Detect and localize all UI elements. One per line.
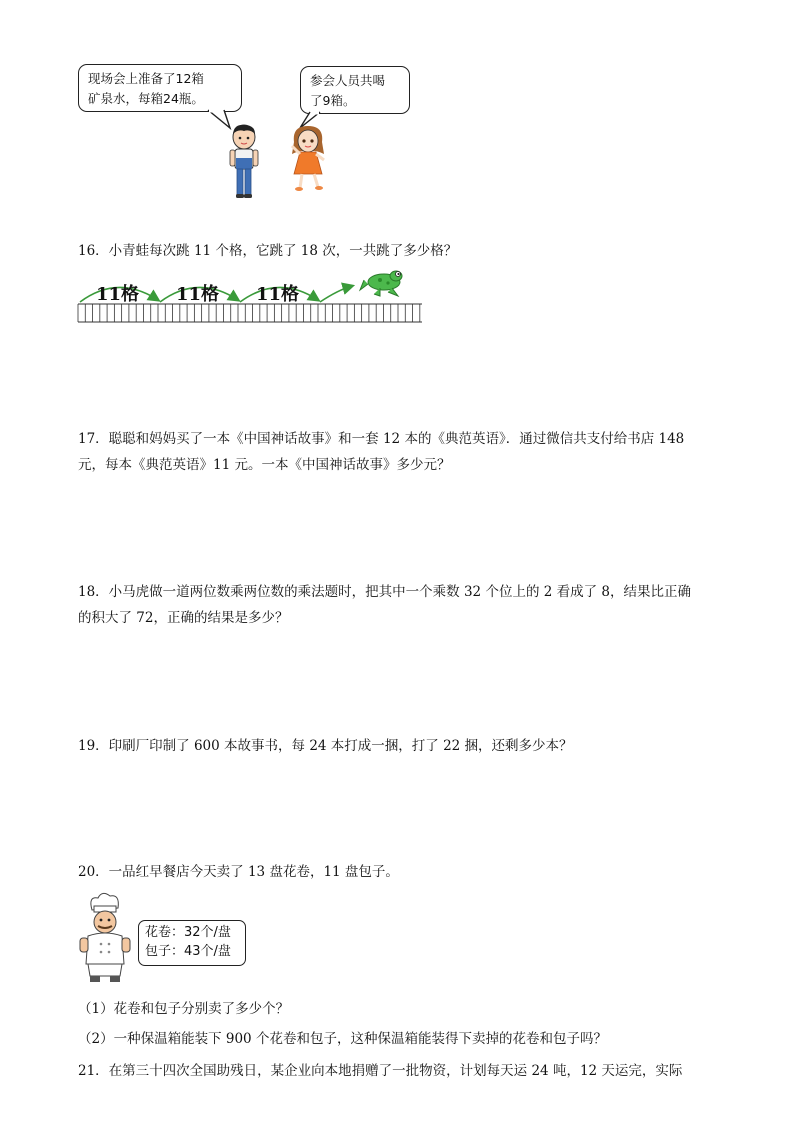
jump-arc-4 <box>320 286 352 302</box>
girl-speech-line-1: 参会人员共喝 <box>310 73 386 88</box>
girl-speech-line-2: 了9箱。 <box>310 93 356 108</box>
question-20-text: 20．一品红早餐店今天卖了 13 盘花卷，11 盘包子。 <box>78 864 399 880</box>
girl-illustration <box>286 124 330 192</box>
question-17 <box>78 426 728 478</box>
segment-label-1: 11格 <box>96 284 140 305</box>
price-sign <box>138 920 246 966</box>
boy-speech-line-2: 矿泉水，每箱24瓶。 <box>88 91 204 106</box>
question-21 <box>78 1058 728 1084</box>
segment-label-2: 11格 <box>176 284 220 305</box>
price-line-baozi: 包子：43个/盘 <box>145 944 231 959</box>
chef-illustration <box>76 892 136 988</box>
question-18-line-1: 18．小马虎做一道两位数乘两位数的乘法题时，把其中一个乘数 32 个位上的 2 看成了 8，结果比正确 <box>78 584 691 600</box>
question-20 <box>78 859 728 885</box>
question-18-line-2: 的积大了 72，正确的结果是多少？ <box>78 610 289 626</box>
frog-jump-figure <box>76 268 426 326</box>
question-18 <box>78 579 728 631</box>
subquestion-1-text: （1）花卷和包子分别卖了多少个？ <box>78 1001 290 1017</box>
question-21-text: 21．在第三十四次全国助残日，某企业向本地捐赠了一批物资，计划每天运 24 吨，12 天运完，实际 <box>78 1063 683 1079</box>
question-17-line-1: 17．聪聪和妈妈买了一本《中国神话故事》和一套 12 本的《典范英语》．通过微信共支付给书店 148 <box>78 431 685 447</box>
price-line-huajuan: 花卷：32个/盘 <box>145 925 231 940</box>
boy-illustration <box>224 122 264 200</box>
question-19-text: 19．印刷厂印制了 600 本故事书，每 24 本打成一捆，打了 22 捆，还剩多少本？ <box>78 738 573 754</box>
subquestion-1 <box>78 996 728 1022</box>
frog-icon <box>360 271 402 296</box>
subquestion-2-text: （2）一种保温箱能装下 900 个花卷和包子，这种保温箱能装得下卖掉的花卷和包子吗？ <box>78 1031 607 1047</box>
segment-label-3: 11格 <box>256 284 300 305</box>
question-19 <box>78 733 728 759</box>
boy-speech-line-1: 现场会上准备了12箱 <box>88 71 204 86</box>
boy-speech-bubble <box>78 64 242 112</box>
question-16-text: 16．小青蛙每次跳 11 个格，它跳了 18 次，一共跳了多少格？ <box>78 243 458 259</box>
subquestion-2 <box>78 1026 728 1052</box>
question-16 <box>78 238 728 264</box>
question-17-line-2: 元，每本《典范英语》11 元。一本《中国神话故事》多少元？ <box>78 457 451 473</box>
girl-speech-bubble <box>300 66 410 114</box>
